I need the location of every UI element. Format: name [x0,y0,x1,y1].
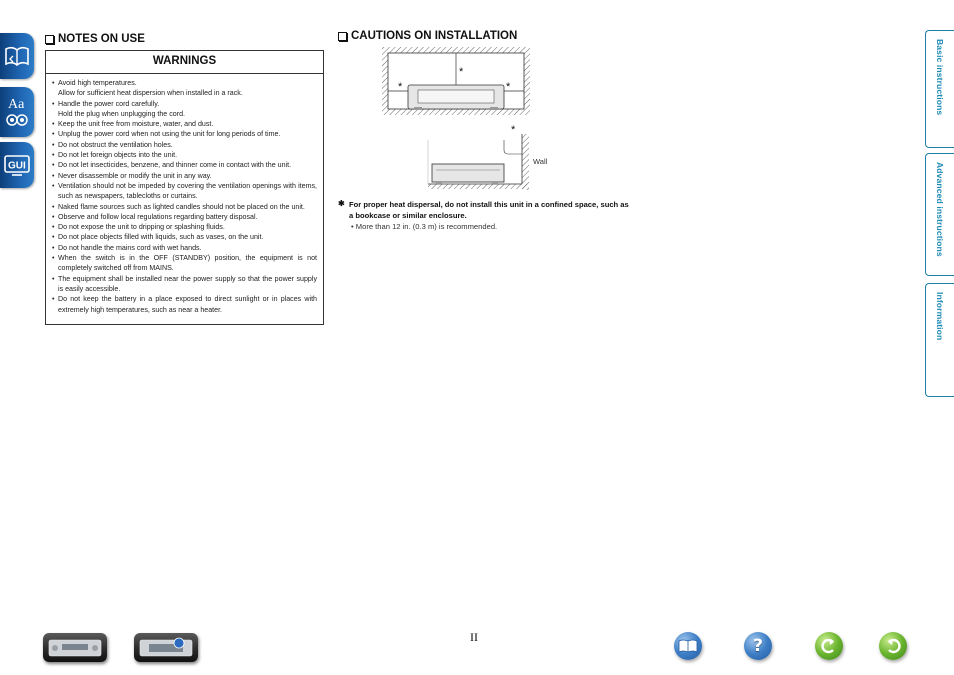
font-aa-icon [4,93,30,131]
tab-advanced-instructions-label: Advanced instructions [935,162,945,257]
page-number: II [470,630,478,644]
note-marker-icon: ✱ [338,199,345,208]
warning-item [52,78,317,99]
wall-label: Wall [533,157,548,166]
warnings-list [46,74,323,315]
clearance-asterisk-left: * [398,81,403,93]
tab-advanced-instructions[interactable] [925,153,954,276]
warning-item: • Never disassemble or modify the unit in any way. [52,171,317,181]
tab-information-label: Information [935,292,945,341]
help-button[interactable] [744,632,772,660]
warning-item: • Ventilation should not be impeded by covering the ventilation openings with items, such as newspapers, tablecloths or curtains. [52,181,317,202]
back-button[interactable] [815,632,843,660]
warning-text: Handle the power cord carefully. [58,99,160,108]
front-panel-icon [48,638,102,658]
warning-item: • Naked flame sources such as lighted candles should not be placed on the unit. [52,202,317,212]
front-panel-button[interactable] [43,633,107,662]
tab-basic-instructions[interactable] [925,30,954,148]
notes-heading [45,33,145,45]
warning-item: • The equipment shall be installed near the power supply so that the power supply is easily accessible. [52,274,317,295]
checkbox-bullet-icon [338,32,347,41]
warnings-box [45,50,324,325]
remote-display-icon [139,637,193,659]
tab-appearance[interactable] [0,87,34,137]
warning-item: • Do not expose the unit to dripping or splashing fluids. [52,222,317,232]
gui-label: GUI [8,160,26,172]
warning-item: • Unplug the power cord when not using the unit for long periods of time. [52,129,317,139]
clearance-asterisk-top: * [459,66,464,78]
clearance-asterisk-right: * [506,81,511,93]
back-icon [820,637,838,655]
tab-basic-instructions-label: Basic instructions [935,39,945,116]
warning-item: • When the switch is in the OFF (STANDBY) position, the equipment is not completely switched off from MAINS. [52,253,317,274]
tab-manual[interactable] [0,33,34,79]
cautions-heading [338,30,517,42]
manual-book-icon [678,638,698,654]
warning-subtext: Hold the plug when unplugging the cord. [58,109,185,118]
warning-item: • Do not keep the battery in a place exposed to direct sunlight or in places with extremely high temperatures, such as near a heater. [52,294,317,315]
forward-icon [884,637,902,655]
unit-side [432,164,504,182]
warning-item [52,99,317,120]
warning-text: Avoid high temperatures. [58,79,137,87]
tab-information[interactable] [925,283,954,397]
warning-item: • Do not obstruct the ventilation holes. [52,140,317,150]
checkbox-bullet-icon [45,35,54,44]
gui-icon [3,152,31,178]
tab-gui[interactable] [0,142,34,188]
warning-item: • Do not handle the mains cord with wet hands. [52,243,317,253]
warning-item: • Do not let insecticides, benzene, and thinner come in contact with the unit. [52,160,317,170]
warning-item: • Do not let foreign objects into the unit. [52,150,317,160]
warning-item: • Observe and follow local regulations regarding battery disposal. [52,212,317,222]
forward-button[interactable] [879,632,907,660]
display-button[interactable] [134,633,198,662]
warning-item: • Keep the unit free from moisture, water, and dust. [52,119,317,129]
manual-icon [4,45,30,67]
warning-item: • Do not place objects filled with liquids, such as vases, on the unit. [52,232,317,242]
help-icon: ? [753,636,763,656]
installation-note: For proper heat dispersal, do not install this unit in a confined space, such as a bookcase or similar enclosure. [349,200,629,220]
manual-button[interactable] [674,632,702,660]
aa-label: Aa [8,97,25,112]
clearance-asterisk-wall: * [511,124,516,136]
wall-hatch [522,134,529,190]
cautions-heading-text: CAUTIONS ON INSTALLATION [351,30,518,42]
floor-hatch [428,184,529,189]
notes-heading-text: NOTES ON USE [58,33,145,45]
installation-note-sub: • More than 12 in. (0.3 m) is recommended. [351,222,498,231]
warning-subtext: Allow for sufficient heat dispersion when installed in a rack. [58,89,243,98]
warnings-title: WARNINGS [46,51,323,74]
wall-side-diagram [426,132,532,190]
